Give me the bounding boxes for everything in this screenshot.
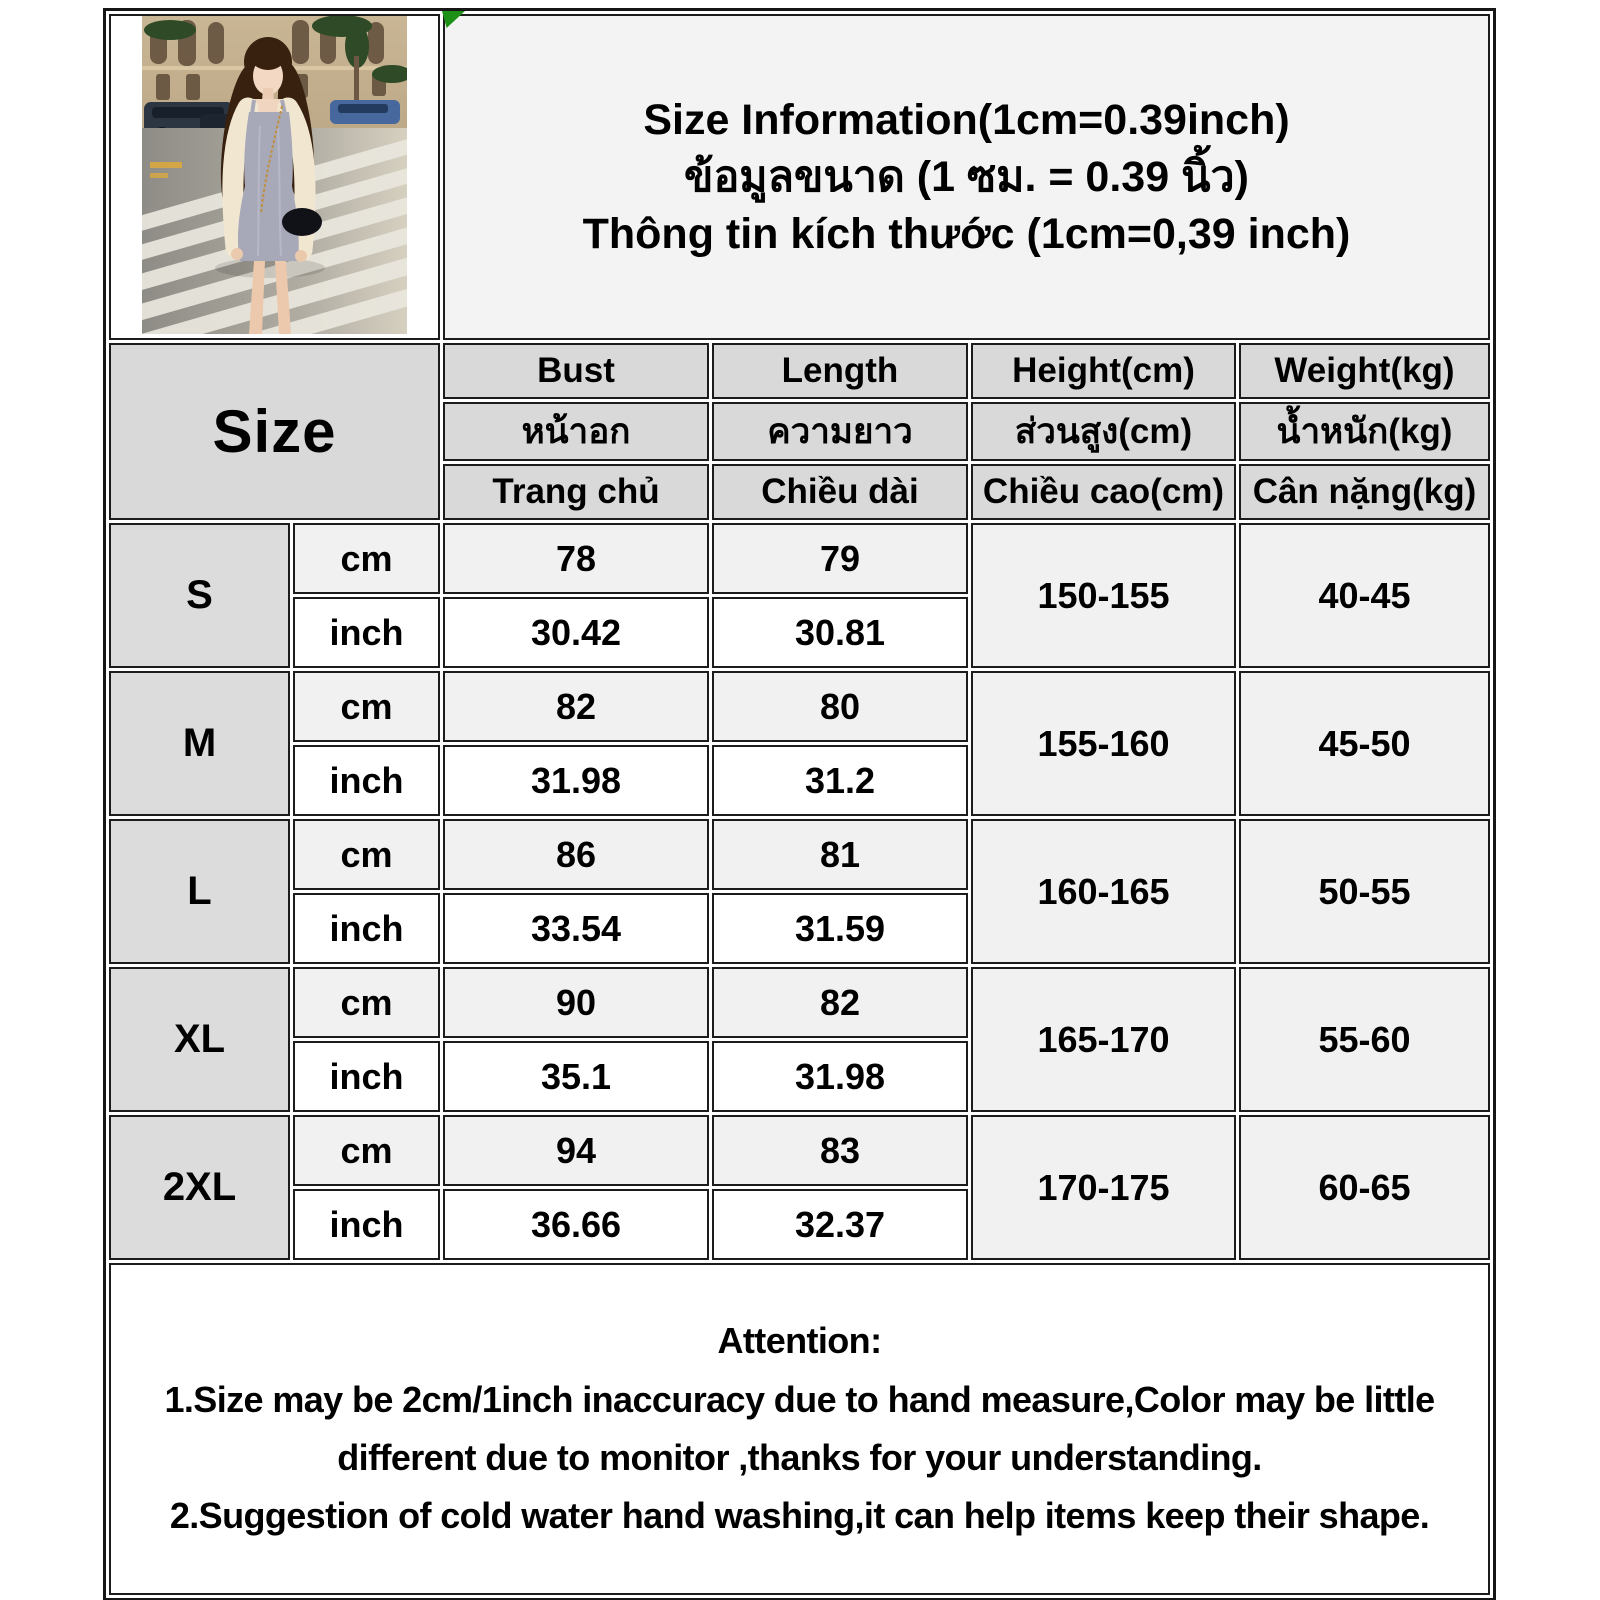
size-label-xl: XL bbox=[109, 967, 290, 1112]
size-label-l: L bbox=[109, 819, 290, 964]
col-header-weight-th: น้ำหนัก(kg) bbox=[1239, 402, 1490, 461]
length-cm-s: 79 bbox=[712, 523, 968, 594]
length-inch-2xl: 32.37 bbox=[712, 1189, 968, 1260]
table-row bbox=[109, 671, 1490, 742]
col-header-length-en: Length bbox=[712, 343, 968, 399]
bust-cm-s: 78 bbox=[443, 523, 709, 594]
col-header-height-th: ส่วนสูง(cm) bbox=[971, 402, 1236, 461]
col-header-height-en: Height(cm) bbox=[971, 343, 1236, 399]
bust-inch-l: 33.54 bbox=[443, 893, 709, 964]
bust-inch-s: 30.42 bbox=[443, 597, 709, 668]
col-header-bust-vi: Trang chủ bbox=[443, 464, 709, 520]
size-info-title-cell bbox=[443, 14, 1490, 340]
title-line-en: Size Information(1cm=0.39inch) bbox=[643, 95, 1290, 144]
weight-range-2xl: 60-65 bbox=[1239, 1115, 1490, 1260]
length-inch-l: 31.59 bbox=[712, 893, 968, 964]
bust-inch-2xl: 36.66 bbox=[443, 1189, 709, 1260]
weight-range-xl: 55-60 bbox=[1239, 967, 1490, 1112]
bust-cm-m: 82 bbox=[443, 671, 709, 742]
height-range-m: 155-160 bbox=[971, 671, 1236, 816]
unit-label-cm: cm bbox=[293, 1115, 440, 1186]
title-line-th: ข้อมูลขนาด (1 ซม. = 0.39 นิ้ว) bbox=[684, 152, 1249, 201]
unit-label-cm: cm bbox=[293, 671, 440, 742]
size-label-m: M bbox=[109, 671, 290, 816]
length-cm-m: 80 bbox=[712, 671, 968, 742]
col-header-height-vi: Chiều cao(cm) bbox=[971, 464, 1236, 520]
size-table-container bbox=[103, 8, 1496, 1600]
title-line-vi: Thông tin kích thước (1cm=0,39 inch) bbox=[582, 209, 1351, 258]
length-inch-m: 31.2 bbox=[712, 745, 968, 816]
product-photo bbox=[111, 16, 438, 338]
product-photo-illustration bbox=[142, 16, 407, 334]
table-row bbox=[109, 967, 1490, 1038]
table-row bbox=[109, 819, 1490, 890]
col-header-bust-th: หน้าอก bbox=[443, 402, 709, 461]
col-header-length-vi: Chiều dài bbox=[712, 464, 968, 520]
unit-label-cm: cm bbox=[293, 523, 440, 594]
attention-note-2: 2.Suggestion of cold water hand washing,it can help items keep their shape. bbox=[169, 1495, 1430, 1537]
size-label-s: S bbox=[109, 523, 290, 668]
unit-label-inch: inch bbox=[293, 1041, 440, 1112]
height-range-s: 150-155 bbox=[971, 523, 1236, 668]
unit-label-cm: cm bbox=[293, 819, 440, 890]
table-row bbox=[109, 1115, 1490, 1186]
col-header-bust-en: Bust bbox=[443, 343, 709, 399]
length-cm-l: 81 bbox=[712, 819, 968, 890]
height-range-2xl: 170-175 bbox=[971, 1115, 1236, 1260]
unit-label-cm: cm bbox=[293, 967, 440, 1038]
unit-label-inch: inch bbox=[293, 597, 440, 668]
attention-note-1: 1.Size may be 2cm/1inch inaccuracy due to hand measure,Color may be little different due to monitor ,thanks for your understanding. bbox=[164, 1378, 1435, 1478]
bust-cm-xl: 90 bbox=[443, 967, 709, 1038]
length-inch-s: 30.81 bbox=[712, 597, 968, 668]
product-photo-cell bbox=[109, 14, 440, 340]
size-table bbox=[103, 8, 1496, 1600]
length-cm-2xl: 83 bbox=[712, 1115, 968, 1186]
unit-label-inch: inch bbox=[293, 745, 440, 816]
weight-range-m: 45-50 bbox=[1239, 671, 1490, 816]
col-header-weight-en: Weight(kg) bbox=[1239, 343, 1490, 399]
height-range-l: 160-165 bbox=[971, 819, 1236, 964]
unit-label-inch: inch bbox=[293, 893, 440, 964]
size-label-2xl: 2XL bbox=[109, 1115, 290, 1260]
weight-range-l: 50-55 bbox=[1239, 819, 1490, 964]
table-row bbox=[109, 523, 1490, 594]
bust-cm-2xl: 94 bbox=[443, 1115, 709, 1186]
bust-cm-l: 86 bbox=[443, 819, 709, 890]
length-cm-xl: 82 bbox=[712, 967, 968, 1038]
bust-inch-m: 31.98 bbox=[443, 745, 709, 816]
height-range-xl: 165-170 bbox=[971, 967, 1236, 1112]
unit-label-inch: inch bbox=[293, 1189, 440, 1260]
attention-cell bbox=[109, 1263, 1490, 1595]
bust-inch-xl: 35.1 bbox=[443, 1041, 709, 1112]
col-header-length-th: ความยาว bbox=[712, 402, 968, 461]
attention-heading: Attention: bbox=[717, 1320, 882, 1362]
size-header: Size bbox=[109, 343, 440, 520]
col-header-weight-vi: Cân nặng(kg) bbox=[1239, 464, 1490, 520]
weight-range-s: 40-45 bbox=[1239, 523, 1490, 668]
length-inch-xl: 31.98 bbox=[712, 1041, 968, 1112]
